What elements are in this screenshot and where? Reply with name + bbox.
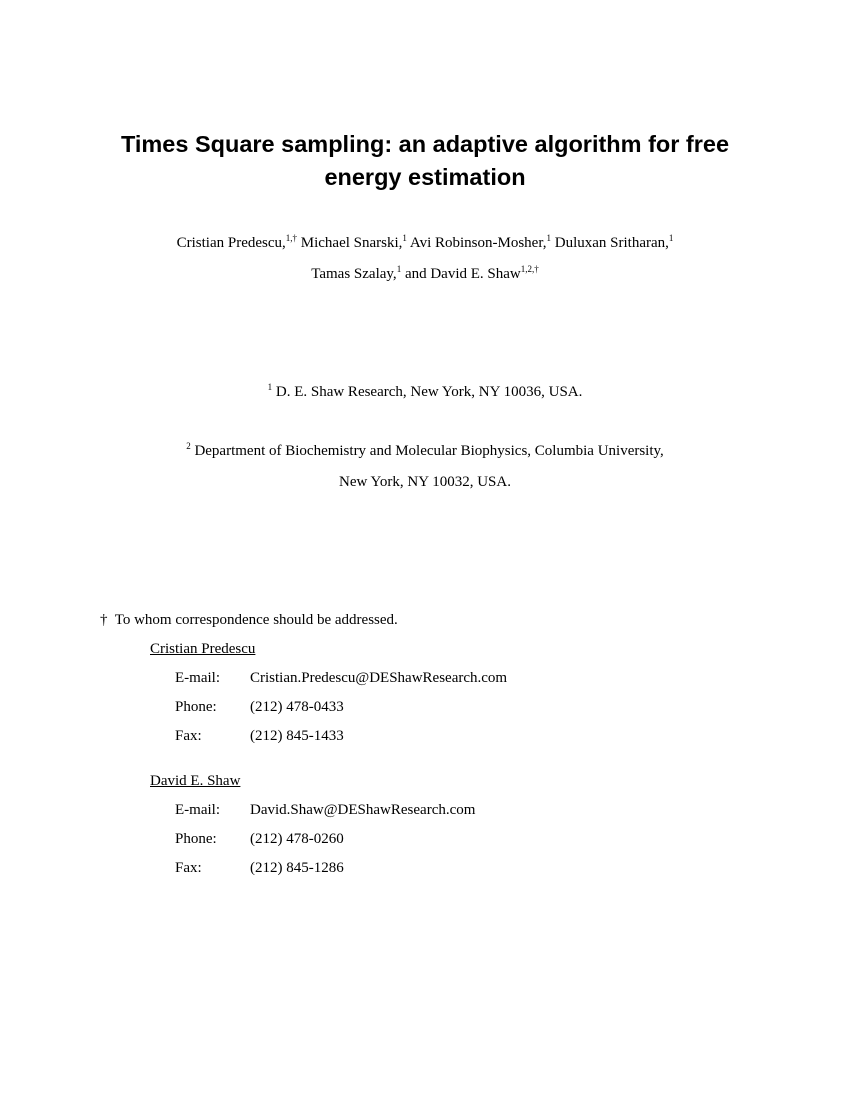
email-label: E-mail: [175, 802, 220, 818]
contact-email-row [150, 796, 475, 825]
author-name: and David E. Shaw [404, 266, 521, 282]
paper-title [60, 128, 790, 194]
affiliation-2-line-2: New York, NY 10032, USA. [339, 474, 511, 490]
title-line-2: energy estimation [324, 164, 526, 190]
contact-block [150, 767, 475, 883]
fax-value: (212) 845-1286 [250, 860, 344, 876]
author-name: Duluxan Sritharan, [554, 235, 669, 251]
contact-name: David E. Shaw [150, 773, 241, 789]
phone-value: (212) 478-0260 [250, 831, 344, 847]
author-affiliation-mark: 1 [402, 233, 407, 243]
author-affiliation-mark: 1 [546, 233, 551, 243]
email-label: E-mail: [175, 670, 220, 686]
affiliation-number: 1 [267, 382, 273, 392]
affiliation-text: D. E. Shaw Research, New York, NY 10036, USA. [275, 384, 583, 400]
affiliation-2 [40, 436, 810, 497]
affiliation-1-line [40, 377, 810, 408]
title-line-1: Times Square sampling: an adaptive algorithm for free [120, 131, 730, 157]
fax-label: Fax: [175, 860, 202, 876]
author-affiliation-mark: 1,2,† [520, 264, 539, 274]
author-name: Michael Snarski, [300, 235, 403, 251]
phone-label: Phone: [175, 699, 217, 715]
author-name: Avi Robinson-Mosher, [409, 235, 547, 251]
author-affiliation-mark: 1,† [285, 233, 298, 243]
author-line-1 [40, 228, 810, 259]
contact-phone-row [150, 693, 507, 722]
phone-label: Phone: [175, 831, 217, 847]
affiliation-2-line-1 [40, 436, 810, 467]
contact-email-row [150, 664, 507, 693]
affiliation-text: Department of Biochemistry and Molecular Biophysics, Columbia University, [194, 443, 664, 459]
author-line-2 [40, 259, 810, 290]
contact-phone-row [150, 825, 475, 854]
contact-block [150, 635, 507, 751]
correspondence-note [100, 606, 398, 634]
contact-fax-row [150, 854, 475, 883]
author-name: Tamas Szalay, [311, 266, 397, 282]
phone-value: (212) 478-0433 [250, 699, 344, 715]
email-value: Cristian.Predescu@DEShawResearch.com [250, 670, 508, 686]
affiliation-1 [40, 377, 810, 408]
fax-value: (212) 845-1433 [250, 728, 344, 744]
contact-name: Cristian Predescu [150, 641, 256, 657]
email-value: David.Shaw@DEShawResearch.com [250, 802, 476, 818]
affiliation-number: 2 [186, 441, 191, 451]
author-list [40, 228, 810, 290]
author-name: Cristian Predescu, [176, 235, 286, 251]
author-affiliation-mark: 1 [668, 233, 674, 243]
dagger-mark: † [100, 612, 108, 628]
fax-label: Fax: [175, 728, 202, 744]
author-affiliation-mark: 1 [396, 264, 402, 274]
correspondence-text: To whom correspondence should be addressed. [114, 612, 398, 628]
contact-fax-row [150, 722, 507, 751]
